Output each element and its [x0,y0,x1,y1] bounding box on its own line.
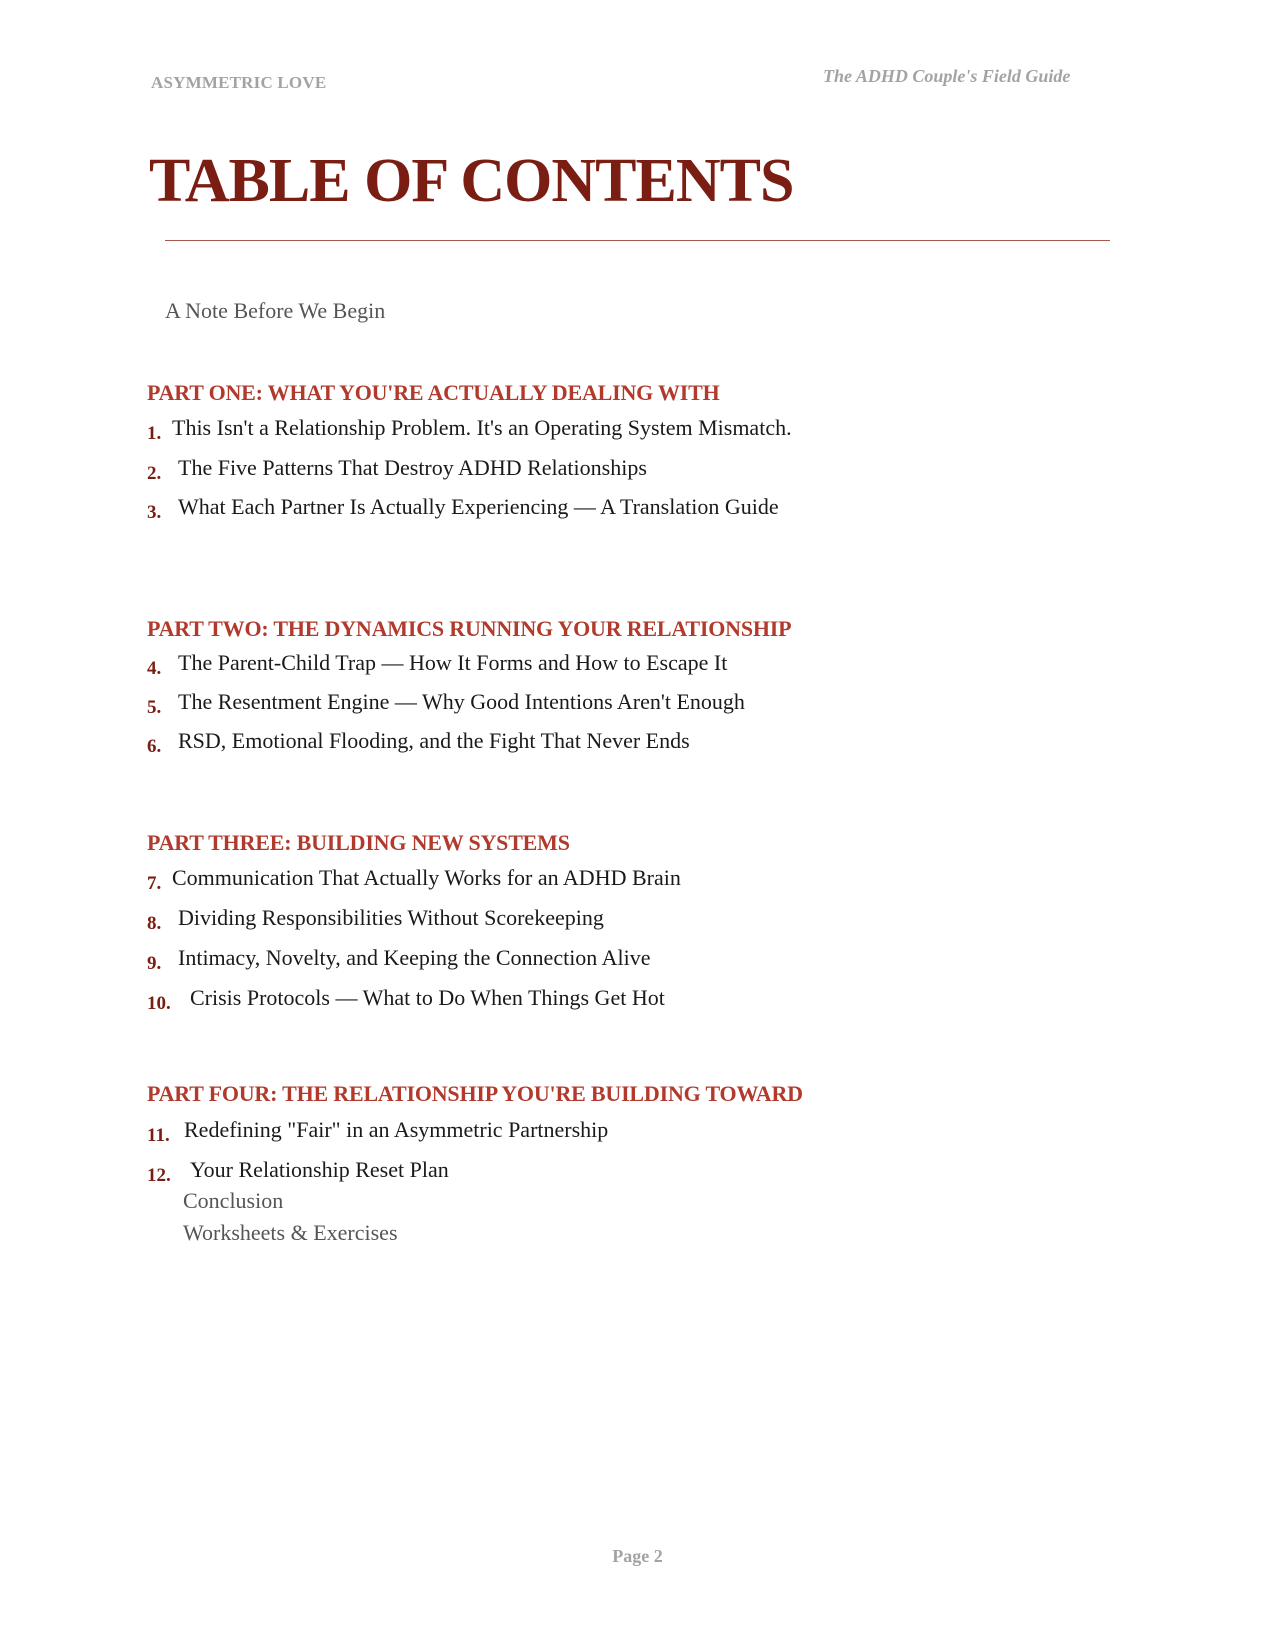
part-heading-three[interactable]: PART THREE: BUILDING NEW SYSTEMS [147,830,570,855]
chapter-title: What Each Partner Is Actually Experiencing — A Translation Guide [178,494,779,519]
toc-entry[interactable] [147,1157,449,1187]
toc-entry[interactable] [147,455,647,485]
part-heading-two[interactable]: PART TWO: THE DYNAMICS RUNNING YOUR RELATIONSHIP [147,616,792,641]
chapter-title: Communication That Actually Works for an ADHD Brain [172,865,681,890]
chapter-number: 2. [147,463,162,484]
chapter-title: The Parent-Child Trap — How It Forms and How to Escape It [178,650,728,675]
chapter-number: 6. [147,736,162,757]
chapter-title: The Resentment Engine — Why Good Intentions Aren't Enough [178,689,745,714]
page-number: Page 2 [612,1546,663,1566]
chapter-number: 10. [147,993,171,1014]
chapter-number: 9. [147,953,162,974]
toc-entry[interactable] [147,985,665,1015]
toc-entry[interactable] [147,865,681,895]
chapter-number: 4. [147,658,162,679]
toc-entry[interactable] [147,905,604,935]
toc-entry-conclusion[interactable]: Conclusion [183,1188,284,1213]
chapter-number: 3. [147,502,162,523]
chapter-number: 12. [147,1165,171,1186]
chapter-title: Intimacy, Novelty, and Keeping the Connection Alive [178,945,651,970]
toc-entry[interactable] [147,494,779,524]
chapter-number: 8. [147,913,162,934]
chapter-title: Crisis Protocols — What to Do When Things Get Hot [190,985,665,1010]
running-header-right: The ADHD Couple's Field Guide [823,66,1071,86]
chapter-number: 11. [147,1125,170,1146]
part-heading-one[interactable]: PART ONE: WHAT YOU'RE ACTUALLY DEALING WITH [147,380,720,405]
toc-entry[interactable] [147,650,727,680]
toc-entry[interactable] [147,689,745,719]
title-divider [165,240,1110,241]
chapter-title: RSD, Emotional Flooding, and the Fight That Never Ends [178,728,690,753]
toc-entry[interactable] [147,1117,608,1147]
toc-entry[interactable] [147,728,690,758]
chapter-title: Redefining "Fair" in an Asymmetric Partnership [184,1117,609,1142]
chapter-number: 7. [147,873,162,894]
toc-entry[interactable] [147,415,792,445]
chapter-number: 1. [147,423,162,444]
toc-entry-worksheets[interactable]: Worksheets & Exercises [183,1220,398,1245]
chapter-number: 5. [147,697,162,718]
part-heading-four[interactable]: PART FOUR: THE RELATIONSHIP YOU'RE BUILDING TOWARD [147,1081,803,1106]
page-title: TABLE OF CONTENTS [149,147,794,215]
chapter-title: The Five Patterns That Destroy ADHD Relationships [178,455,647,480]
chapter-title: Dividing Responsibilities Without Scorekeeping [178,905,604,930]
toc-entry-intro[interactable]: A Note Before We Begin [165,298,386,323]
toc-entry[interactable] [147,945,650,975]
chapter-title: This Isn't a Relationship Problem. It's an Operating System Mismatch. [172,415,792,440]
chapter-title: Your Relationship Reset Plan [190,1157,449,1182]
running-header-left: ASYMMETRIC LOVE [151,73,327,92]
